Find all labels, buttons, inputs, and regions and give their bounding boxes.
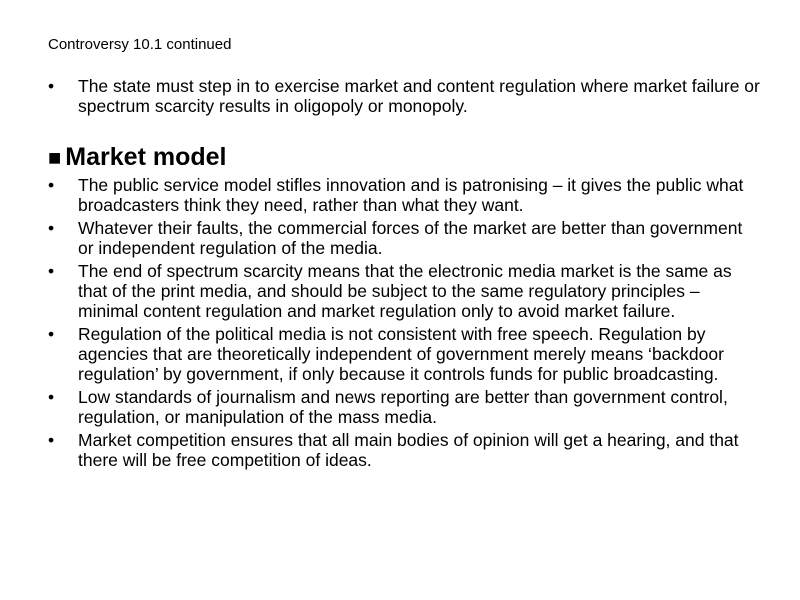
market-bullet-item: [48, 261, 760, 321]
intro-bullet-list: [48, 76, 760, 116]
bullet-icon: •: [48, 261, 55, 281]
market-bullet-item: [48, 175, 760, 215]
market-bullet-list: [48, 175, 760, 473]
section-heading: [48, 141, 226, 174]
market-bullet-item: [48, 324, 760, 384]
bullet-text: Regulation of the political media is not consistent with free speech. Regulation by agencies that are theoretically independent of government merely means ‘backdoor regulation’ by government, if only because it controls funds for public broadcasting.: [78, 324, 724, 384]
bullet-text: The public service model stifles innovation and is patronising – it gives the public what broadcasters think they need, rather than what they want.: [78, 175, 744, 215]
bullet-icon: •: [48, 76, 55, 96]
market-bullet-item: [48, 387, 760, 427]
bullet-icon: •: [48, 324, 55, 344]
bullet-icon: •: [48, 387, 55, 407]
bullet-text: Whatever their faults, the commercial forces of the market are better than government or independent regulation of the media.: [78, 218, 743, 258]
bullet-text: Low standards of journalism and news reporting are better than government control, regulation, or manipulation of the mass media.: [78, 387, 728, 427]
bullet-text: The end of spectrum scarcity means that the electronic media market is the same as that of the print media, and should be subject to the same regulatory principles – minimal content regulation and market regulation only to avoid market failure.: [78, 261, 732, 321]
square-bullet-icon: ■: [48, 145, 62, 170]
slide-subtitle: Controversy 10.1 continued: [48, 36, 232, 53]
bullet-text: Market competition ensures that all main bodies of opinion will get a hearing, and that there will be free competition of ideas.: [78, 430, 739, 470]
market-bullet-item: [48, 218, 760, 258]
bullet-icon: •: [48, 218, 55, 238]
bullet-icon: •: [48, 430, 55, 450]
section-heading-text: Market model: [65, 143, 227, 171]
market-bullet-item: [48, 430, 760, 470]
bullet-icon: •: [48, 175, 55, 195]
intro-bullet-item: [48, 76, 760, 116]
bullet-text: The state must step in to exercise market and content regulation where market failure or spectrum scarcity results in oligopoly or monopoly.: [78, 76, 760, 116]
